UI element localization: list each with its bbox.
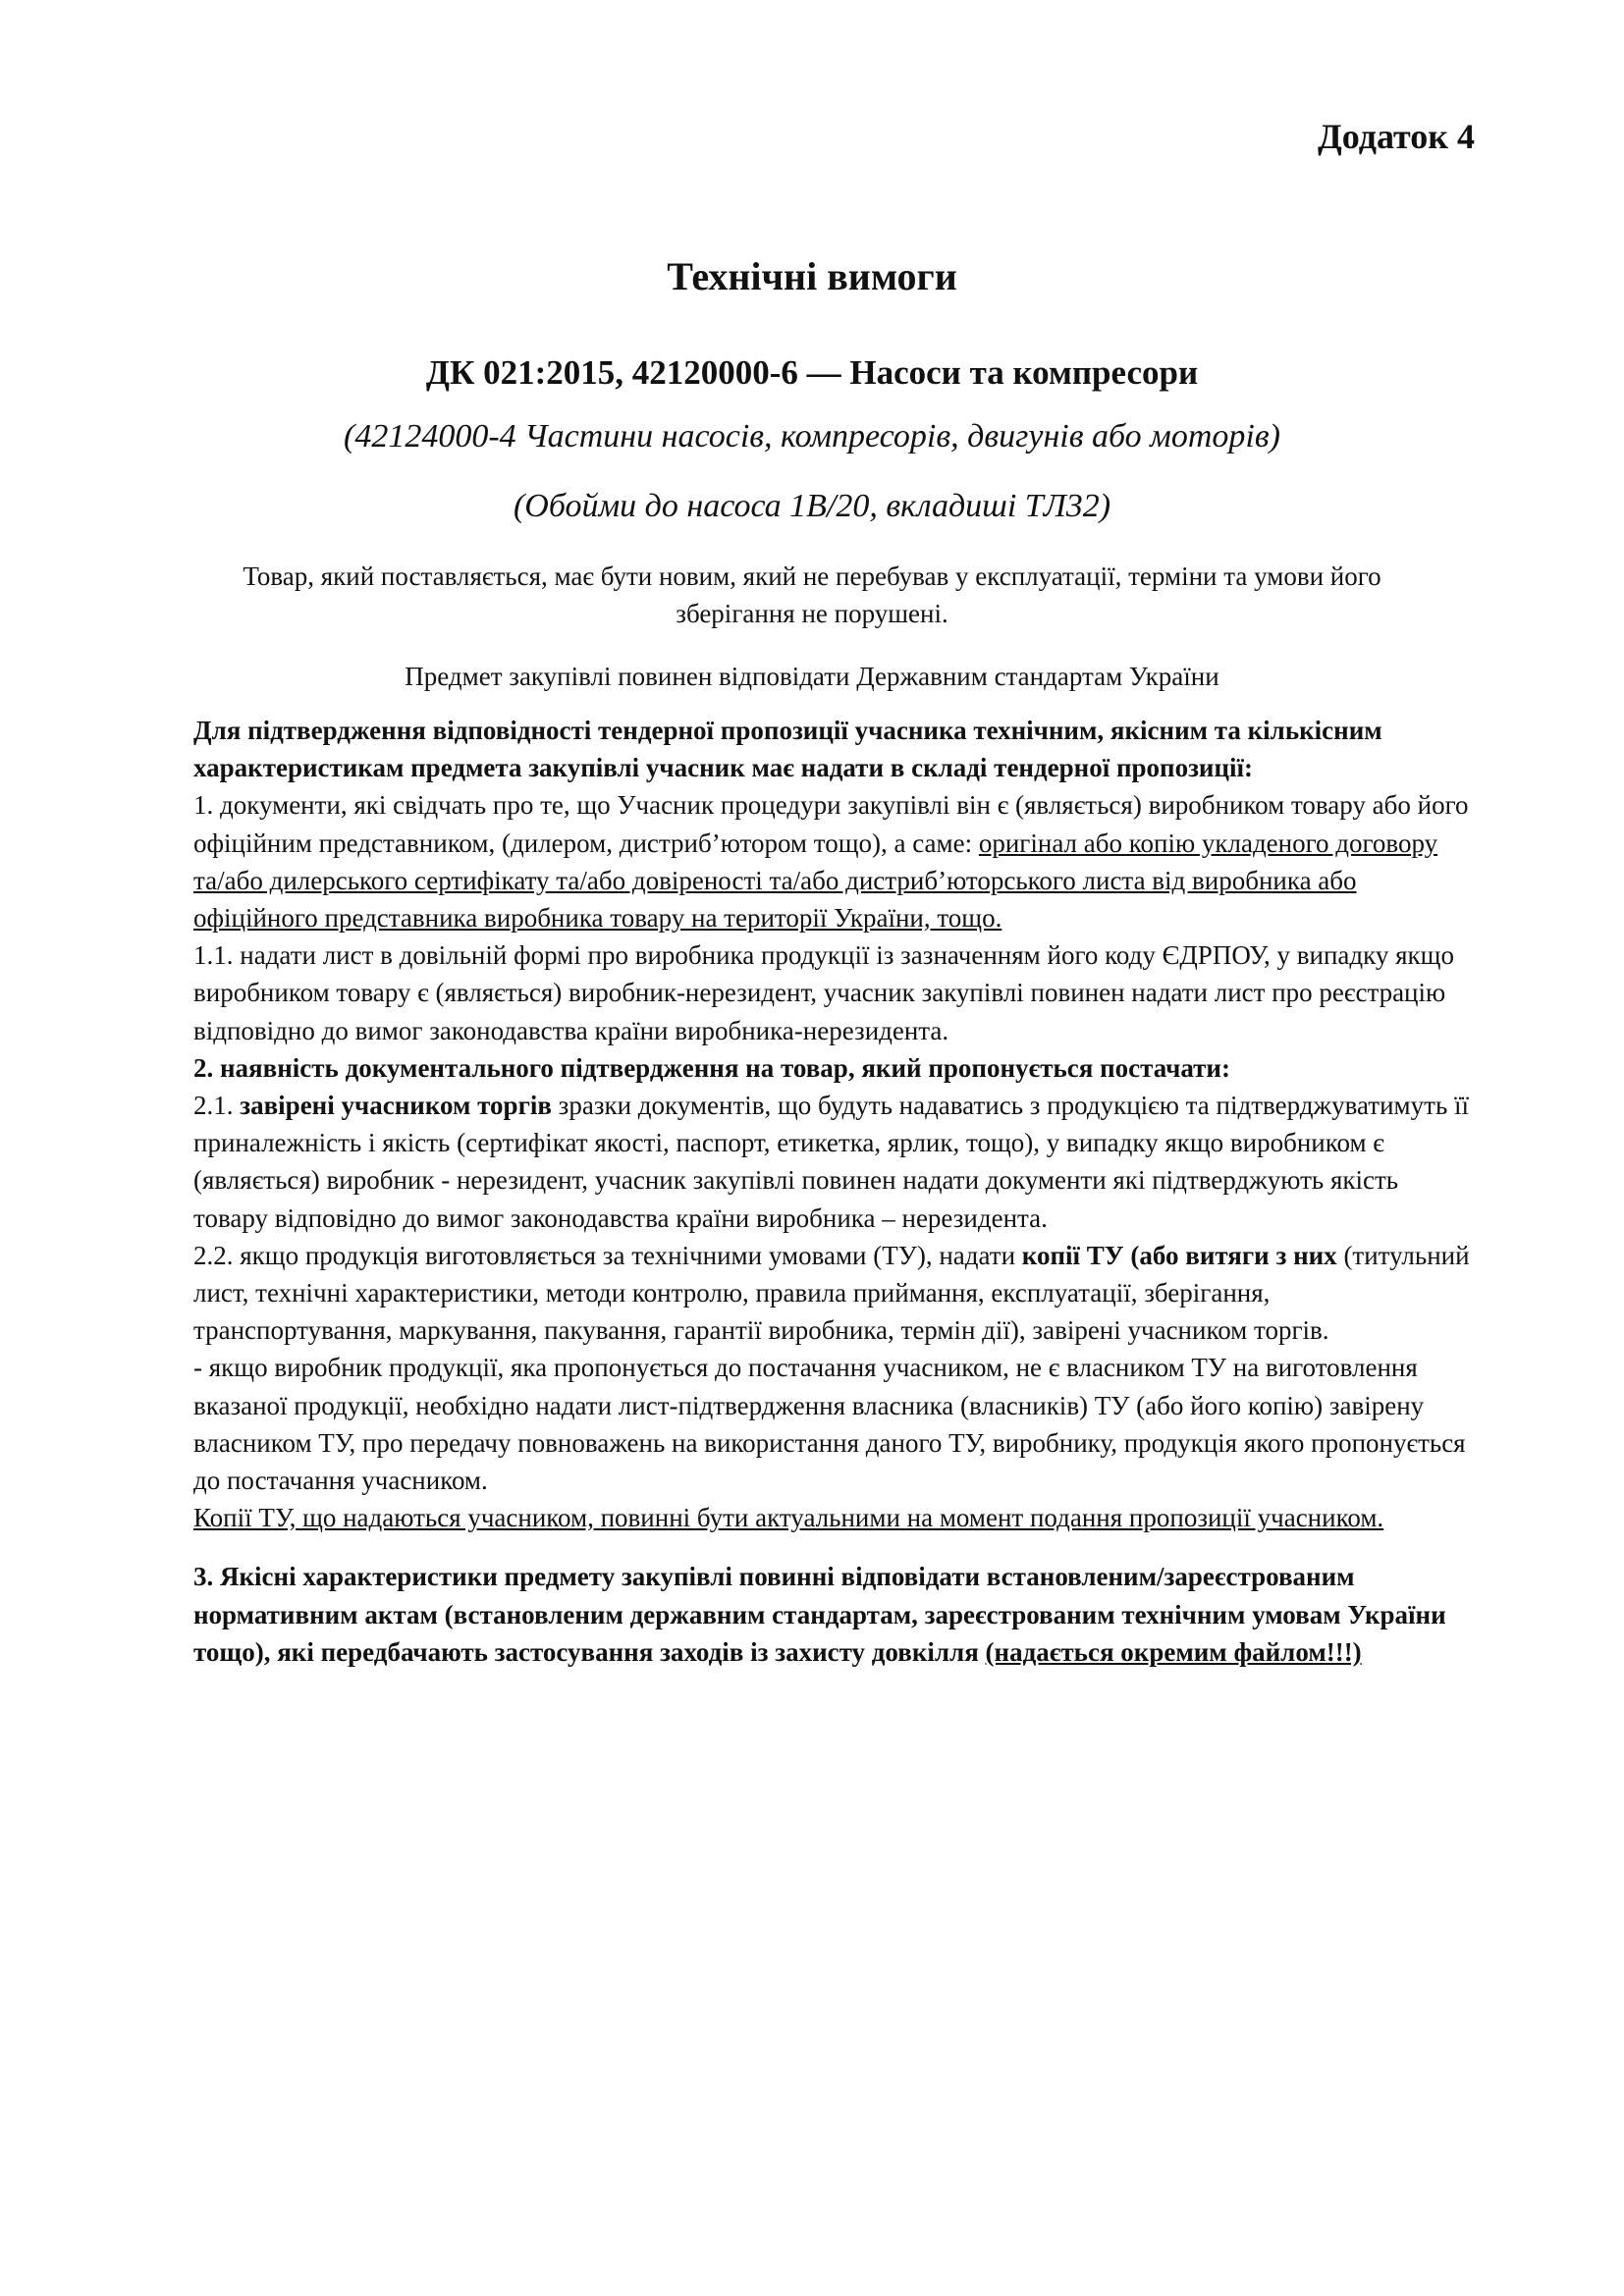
paragraph-gap — [193, 1536, 1470, 1558]
requirement-item-2-2: 2.2. якщо продукція виготовляється за технічними умовами (ТУ), надати копії ТУ (або витяги з них (титульний лист, технічні характеристики, методи контролю, правила приймання, експлуатації, зберігання, транспортування, маркування, пакування, гарантії виробника, термін дії), завірені учасником торгів. — [193, 1240, 1470, 1346]
document-title: Технічні вимоги — [667, 254, 957, 298]
requirement-item-1: 1. документи, які свідчать про те, що Учасник процедури закупівлі він є (являється) виробником товару або його офіційним представником, (дилером, дистриб’ютором тощо), а саме: оригінал або копію укладеного договору та/або дилерського сертифікату та/або довіреності та/або дистриб’юторського листа від виробника або офіційного представника виробника товару на території України, тощо. — [193, 790, 1469, 934]
tu-relevance-note: Копії ТУ, що надаються учасником, повинні бути актуальними на момент подання пропозиції учасником. — [193, 1503, 1384, 1533]
requirements-body — [193, 712, 1470, 1671]
appendix-label: Додаток 4 — [1318, 117, 1475, 156]
requirements-heading: Для підтвердження відповідності тендерної пропозиції учасника технічним, якісним та кількісним характеристикам предмета закупівлі учасник має надати в складі тендерної пропозиції: — [193, 716, 1382, 783]
requirement-item-2-heading: 2. наявність документального підтвердження на товар, який пропонується постачати: — [193, 1052, 1230, 1083]
requirement-item-3: 3. Якісні характеристики предмету закупівлі повинні відповідати встановленим/зареєстрованим нормативним актам (встановленим державним стандартам, зареєстрованим технічним умовам України тощо), які передбачають застосування заходів із захисту довкілля (надається окремим файлом!!!) — [193, 1562, 1446, 1667]
product-description-line: (Обойми до насоса 1В/20, вкладиші ТЛ32) — [513, 488, 1111, 524]
requirement-dash-item: - якщо виробник продукції, яка пропонується до постачання учасником, не є власником ТУ на виготовлення вказаної продукції, необхідно надати лист-підтвердження власника (власників) ТУ (або його копію) завірену власником ТУ, про передачу повноважень на використання даного ТУ, виробнику, продукція якого пропонується до постачання учасником. — [193, 1353, 1466, 1496]
standards-paragraph: Предмет закупівлі повинен відповідати Державним стандартам України — [405, 662, 1219, 691]
requirement-item-1-1: 1.1. надати лист в довільній формі про виробника продукції із зазначенням його коду ЄДРПОУ, у випадку якщо виробником товару є (являється) виробник-нерезидент, учасник закупівлі повинен надати лист про реєстрацію відповідно до вимог законодавства країни виробника-нерезидента. — [193, 940, 1454, 1045]
cpv-subcategory-line: (42124000-4 Частини насосів, компресорів, двигунів або моторів) — [344, 418, 1280, 454]
intro-paragraph: Товар, який поставляється, має бути новим, який не перебував у експлуатації, терміни та умови його зберігання не порушені. — [243, 561, 1381, 628]
document-subtitle: ДК 021:2015, 42120000-6 — Насоси та компресори — [425, 353, 1199, 392]
requirement-item-2-1: 2.1. завірені учасником торгів зразки документів, що будуть надаватись з продукцією та підтверджуватимуть її приналежність і якість (сертифікат якості, паспорт, етикетка, ярлик, тощо), у випадку якщо виробником є (являється) виробник - нерезидент, учасник закупівлі повинен надати документи які підтверджують якість товару відповідно до вимог законодавства країни виробника – нерезидента. — [193, 1091, 1470, 1233]
